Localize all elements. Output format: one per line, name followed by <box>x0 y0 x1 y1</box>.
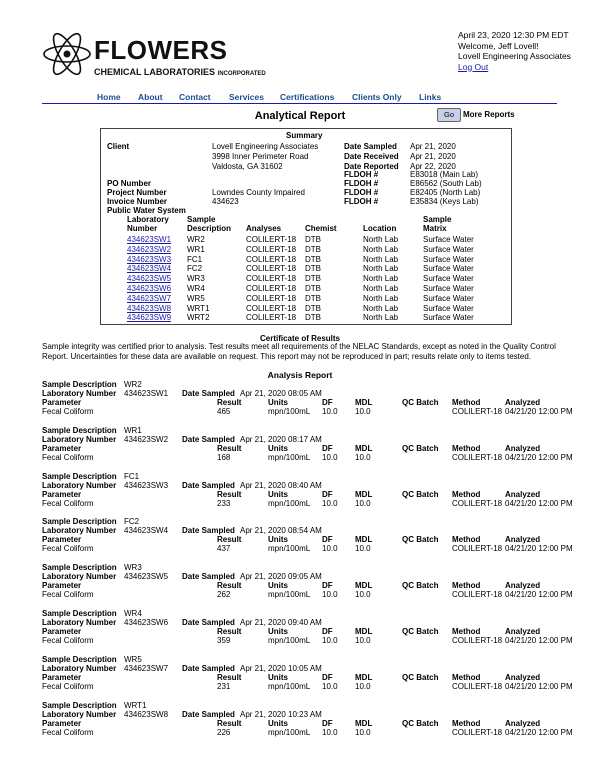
row-description: WRT1 <box>187 303 210 313</box>
row-lab-number-link[interactable]: 434623SW4 <box>127 264 172 274</box>
result-label: Result <box>217 581 242 591</box>
date-reported-label: Date Reported <box>344 162 399 171</box>
units-value: mpn/100mL <box>268 636 311 645</box>
method-label: Method <box>452 581 481 591</box>
company-logo <box>42 26 272 82</box>
nav-contact[interactable]: Contact <box>179 92 211 102</box>
units-label: Units <box>268 443 288 453</box>
parameter-value: Fecal Coliform <box>42 544 94 554</box>
lab-number-label: Laboratory Number <box>42 526 117 536</box>
row-analyses: COLILERT-18 <box>246 313 297 323</box>
pws-label: Public Water System <box>107 206 186 215</box>
row-location: North Lab <box>363 264 399 274</box>
fldoh-north: E82405 (North Lab) <box>410 188 481 197</box>
parameter-value: Fecal Coliform <box>42 727 94 737</box>
units-label: Units <box>268 581 288 591</box>
nav-links[interactable]: Links <box>419 92 442 102</box>
fldoh-main: E83018 (Main Lab) <box>410 170 479 179</box>
row-matrix: Surface Water <box>423 293 474 303</box>
lab-number-value: 434623SW1 <box>124 389 169 398</box>
mdl-label: MDL <box>355 718 373 728</box>
certificate-heading: Certificate of Results <box>259 334 341 343</box>
method-value: COLILERT-18 <box>452 407 503 416</box>
analysis-block <box>42 426 572 470</box>
df-label: DF <box>322 489 333 499</box>
sample-desc-value: WR3 <box>124 563 142 573</box>
parameter-label: Parameter <box>42 489 82 499</box>
df-label: DF <box>322 672 333 682</box>
row-location: North Lab <box>363 274 399 284</box>
units-label: Units <box>268 535 288 545</box>
mdl-value: 10.0 <box>355 727 371 737</box>
row-matrix: Surface Water <box>423 244 474 254</box>
col-lab-number-1: Laboratory <box>127 215 169 224</box>
row-description: FC1 <box>187 254 203 264</box>
client-label: Client <box>107 142 130 151</box>
units-value: mpn/100mL <box>268 681 311 691</box>
row-lab-number-link[interactable]: 434623SW3 <box>127 254 172 264</box>
mdl-value: 10.0 <box>355 636 371 645</box>
result-value: 465 <box>217 407 231 416</box>
row-analyses: COLILERT-18 <box>246 264 297 274</box>
qc-batch-label: QC Batch <box>402 443 439 453</box>
analyzed-value: 04/21/20 12:00 PM <box>505 452 573 462</box>
lab-number-value: 434623SW7 <box>124 663 169 673</box>
row-lab-number-link[interactable]: 434623SW5 <box>127 274 172 284</box>
parameter-label: Parameter <box>42 443 82 453</box>
result-value: 437 <box>217 544 231 554</box>
lab-number-value: 434623SW3 <box>124 480 169 490</box>
col-lab-number-2: Number <box>127 224 158 233</box>
sample-desc-label: Sample Description <box>42 609 117 618</box>
summary-box <box>100 128 512 325</box>
units-label: Units <box>268 672 288 682</box>
df-label: DF <box>322 443 333 453</box>
result-value: 359 <box>217 636 231 645</box>
df-value: 10.0 <box>322 544 338 554</box>
analyzed-value: 04/21/20 12:00 PM <box>505 544 573 554</box>
result-label: Result <box>217 627 242 636</box>
fldoh-label: FLDOH # <box>344 170 379 179</box>
sample-desc-label: Sample Description <box>42 654 117 664</box>
df-label: DF <box>322 718 333 728</box>
row-matrix: Surface Water <box>423 274 474 284</box>
date-sampled-value: Apr 21, 2020 08:40 AM <box>240 480 322 490</box>
method-value: COLILERT-18 <box>452 681 503 691</box>
lab-number-value: 434623SW6 <box>124 618 169 627</box>
row-lab-number-link[interactable]: 434623SW6 <box>127 284 172 293</box>
user-info <box>458 30 571 72</box>
welcome-text: Welcome, Jeff Lovell! <box>458 40 539 51</box>
parameter-label: Parameter <box>42 672 82 682</box>
units-label: Units <box>268 489 288 499</box>
sample-desc-value: WR1 <box>124 425 142 435</box>
df-value: 10.0 <box>322 452 338 462</box>
project-label: Project Number <box>107 188 167 197</box>
row-lab-number-link[interactable]: 434623SW1 <box>127 235 172 244</box>
analyzed-label: Analyzed <box>505 443 541 453</box>
parameter-value: Fecal Coliform <box>42 452 94 462</box>
result-label: Result <box>217 489 242 499</box>
mdl-value: 10.0 <box>355 681 371 691</box>
analyzed-label: Analyzed <box>505 627 541 636</box>
analyzed-value: 04/21/20 12:00 PM <box>505 407 573 416</box>
certificate-text: Sample integrity was certified prior to analysis. Test results meet all requirements of the NELAC Standards, except as noted in the Quality Control Report. Uncertainties for these data are available on request. This report may not be reproduced in part; results relate only to items tested. <box>42 342 556 361</box>
row-description: FC2 <box>187 264 203 274</box>
row-chemist: DTB <box>305 284 321 293</box>
date-sampled-value: Apr 21, 2020 10:05 AM <box>240 663 322 673</box>
row-location: North Lab <box>363 235 399 244</box>
units-label: Units <box>268 398 288 407</box>
mdl-label: MDL <box>355 398 373 407</box>
sample-desc-value: WRT1 <box>124 700 147 710</box>
sample-desc-value: WR2 <box>124 380 142 389</box>
date-sampled-label: Date Sampled <box>182 572 235 582</box>
row-analyses: COLILERT-18 <box>246 244 297 254</box>
analyzed-value: 04/21/20 12:00 PM <box>505 681 573 691</box>
df-value: 10.0 <box>322 590 338 600</box>
client-line-3: Valdosta, GA 31602 <box>212 162 283 171</box>
row-matrix: Surface Water <box>423 284 474 293</box>
lab-number-label: Laboratory Number <box>42 618 117 627</box>
units-value: mpn/100mL <box>268 407 311 416</box>
col-chemist: Chemist <box>305 224 337 233</box>
lab-number-value: 434623SW8 <box>124 709 169 719</box>
result-value: 168 <box>217 452 231 462</box>
df-value: 10.0 <box>322 498 338 508</box>
analysis-heading: Analysis Report <box>267 370 333 380</box>
parameter-value: Fecal Coliform <box>42 498 94 508</box>
row-location: North Lab <box>363 254 399 264</box>
sample-desc-value: WR4 <box>124 609 142 618</box>
parameter-label: Parameter <box>42 718 82 728</box>
sample-desc-label: Sample Description <box>42 425 117 435</box>
row-location: North Lab <box>363 303 399 313</box>
row-matrix: Surface Water <box>423 264 474 274</box>
row-chemist: DTB <box>305 264 321 274</box>
analyzed-label: Analyzed <box>505 718 541 728</box>
row-lab-number-link[interactable]: 434623SW9 <box>127 313 172 323</box>
row-analyses: COLILERT-18 <box>246 293 297 303</box>
df-value: 10.0 <box>322 727 338 737</box>
analyzed-label: Analyzed <box>505 398 541 407</box>
method-value: COLILERT-18 <box>452 498 503 508</box>
lab-number-label: Laboratory Number <box>42 389 117 398</box>
sample-desc-value: FC1 <box>124 471 140 481</box>
sample-desc-label: Sample Description <box>42 517 117 527</box>
method-label: Method <box>452 535 481 545</box>
qc-batch-label: QC Batch <box>402 672 439 682</box>
row-matrix: Surface Water <box>423 254 474 264</box>
mdl-label: MDL <box>355 489 373 499</box>
project-value: Lowndes County Impaired <box>212 188 305 197</box>
method-label: Method <box>452 627 481 636</box>
analyzed-value: 04/21/20 12:00 PM <box>505 636 573 645</box>
nav-clients-only[interactable]: Clients Only <box>352 92 402 102</box>
lab-number-label: Laboratory Number <box>42 434 117 444</box>
method-label: Method <box>452 398 481 407</box>
units-value: mpn/100mL <box>268 590 311 600</box>
row-analyses: COLILERT-18 <box>246 274 297 284</box>
analyzed-label: Analyzed <box>505 581 541 591</box>
lab-number-value: 434623SW5 <box>124 572 169 582</box>
datetime: April 23, 2020 12:30 PM EDT <box>458 30 569 40</box>
analyzed-label: Analyzed <box>505 535 541 545</box>
analyzed-value: 04/21/20 12:00 PM <box>505 727 573 737</box>
date-sampled-label: Date Sampled <box>344 142 397 151</box>
method-label: Method <box>452 443 481 453</box>
row-lab-number-link[interactable]: 434623SW8 <box>127 303 172 313</box>
row-description: WR5 <box>187 293 205 303</box>
lab-number-value: 434623SW4 <box>124 526 169 536</box>
parameter-label: Parameter <box>42 627 82 636</box>
qc-batch-label: QC Batch <box>402 581 439 591</box>
mdl-value: 10.0 <box>355 544 371 554</box>
row-chemist: DTB <box>305 235 321 244</box>
qc-batch-label: QC Batch <box>402 489 439 499</box>
date-sampled-value: Apr 21, 2020 08:05 AM <box>240 389 322 398</box>
row-chemist: DTB <box>305 303 321 313</box>
row-description: WR2 <box>187 235 205 244</box>
go-button[interactable]: Go <box>437 108 461 122</box>
analysis-block <box>42 655 572 699</box>
date-sampled-label: Date Sampled <box>182 709 235 719</box>
fldoh-label: FLDOH # <box>344 179 379 188</box>
method-value: COLILERT-18 <box>452 636 503 645</box>
result-label: Result <box>217 398 242 407</box>
lab-number-label: Laboratory Number <box>42 572 117 582</box>
units-value: mpn/100mL <box>268 727 311 737</box>
date-sampled-value: Apr 21, 2020 09:40 AM <box>240 618 322 627</box>
analyzed-label: Analyzed <box>505 489 541 499</box>
nav-bar <box>42 92 557 104</box>
date-sampled-value: Apr 21, 2020 08:54 AM <box>240 526 322 536</box>
fldoh-label: FLDOH # <box>344 188 379 197</box>
parameter-label: Parameter <box>42 398 82 407</box>
date-sampled-value: Apr 21, 2020 09:05 AM <box>240 572 322 582</box>
date-received-value: Apr 21, 2020 <box>410 152 456 161</box>
method-label: Method <box>452 672 481 682</box>
parameter-value: Fecal Coliform <box>42 590 94 600</box>
row-analyses: COLILERT-18 <box>246 235 297 244</box>
units-value: mpn/100mL <box>268 498 311 508</box>
row-matrix: Surface Water <box>423 313 474 323</box>
result-label: Result <box>217 443 242 453</box>
analysis-block <box>42 701 572 745</box>
sample-desc-value: WR5 <box>124 654 142 664</box>
row-analyses: COLILERT-18 <box>246 284 297 293</box>
units-value: mpn/100mL <box>268 544 311 554</box>
sample-desc-label: Sample Description <box>42 471 117 481</box>
mdl-value: 10.0 <box>355 452 371 462</box>
date-received-label: Date Received <box>344 152 399 161</box>
analysis-block <box>42 517 572 561</box>
page-title: Analytical Report <box>254 110 346 122</box>
lab-number-label: Laboratory Number <box>42 480 117 490</box>
fldoh-keys: E35834 (Keys Lab) <box>410 197 479 206</box>
row-location: North Lab <box>363 293 399 303</box>
fldoh-south: E86562 (South Lab) <box>410 179 482 188</box>
parameter-label: Parameter <box>42 535 82 545</box>
units-label: Units <box>268 627 288 636</box>
sample-desc-label: Sample Description <box>42 380 117 389</box>
row-description: WR1 <box>187 244 205 254</box>
lab-number-value: 434623SW2 <box>124 434 169 444</box>
lab-number-label: Laboratory Number <box>42 663 117 673</box>
analyzed-label: Analyzed <box>505 672 541 682</box>
analyzed-value: 04/21/20 12:00 PM <box>505 590 573 600</box>
df-label: DF <box>322 535 333 545</box>
company-name: Lovell Engineering Associates <box>458 51 571 61</box>
method-value: COLILERT-18 <box>452 452 503 462</box>
row-chemist: DTB <box>305 254 321 264</box>
mdl-value: 10.0 <box>355 590 371 600</box>
method-value: COLILERT-18 <box>452 544 503 554</box>
df-label: DF <box>322 581 333 591</box>
logo-subtitle-small: INCORPORATED <box>217 71 266 77</box>
date-sampled-label: Date Sampled <box>182 618 235 627</box>
result-label: Result <box>217 718 242 728</box>
row-chemist: DTB <box>305 274 321 284</box>
method-label: Method <box>452 718 481 728</box>
result-label: Result <box>217 535 242 545</box>
units-label: Units <box>268 718 288 728</box>
qc-batch-label: QC Batch <box>402 718 439 728</box>
row-description: WRT2 <box>187 313 210 323</box>
col-desc-2: Description <box>187 224 232 233</box>
more-reports-label: More Reports <box>463 110 515 119</box>
method-value: COLILERT-18 <box>452 590 503 600</box>
row-matrix: Surface Water <box>423 303 474 313</box>
df-label: DF <box>322 398 333 407</box>
units-value: mpn/100mL <box>268 452 311 462</box>
date-sampled-label: Date Sampled <box>182 434 235 444</box>
po-label: PO Number <box>107 179 152 188</box>
analysis-block <box>42 380 572 424</box>
analysis-block <box>42 472 572 516</box>
logo-subtitle <box>94 67 266 77</box>
row-analyses: COLILERT-18 <box>246 254 297 264</box>
row-location: North Lab <box>363 284 399 293</box>
date-sampled-value: Apr 21, 2020 <box>410 142 456 151</box>
sample-desc-value: FC2 <box>124 517 140 527</box>
result-value: 231 <box>217 681 231 691</box>
qc-batch-label: QC Batch <box>402 398 439 407</box>
row-description: WR3 <box>187 274 205 284</box>
parameter-value: Fecal Coliform <box>42 407 94 416</box>
summary-heading: Summary <box>286 131 323 140</box>
row-matrix: Surface Water <box>423 235 474 244</box>
mdl-value: 10.0 <box>355 498 371 508</box>
nav-home[interactable]: Home <box>97 92 121 102</box>
mdl-label: MDL <box>355 535 373 545</box>
col-matrix-1: Sample <box>423 215 452 224</box>
qc-batch-label: QC Batch <box>402 627 439 636</box>
row-analyses: COLILERT-18 <box>246 303 297 313</box>
logout-link[interactable]: Log Out <box>458 61 489 72</box>
result-label: Result <box>217 672 242 682</box>
analysis-block <box>42 609 572 653</box>
date-sampled-label: Date Sampled <box>182 389 235 398</box>
date-sampled-value: Apr 21, 2020 10:23 AM <box>240 709 322 719</box>
row-chemist: DTB <box>305 244 321 254</box>
date-sampled-label: Date Sampled <box>182 663 235 673</box>
nav-services[interactable]: Services <box>229 92 264 102</box>
atom-logo-icon <box>42 26 92 82</box>
qc-batch-label: QC Batch <box>402 535 439 545</box>
col-location: Location <box>363 224 397 233</box>
row-description: WR4 <box>187 284 205 293</box>
df-value: 10.0 <box>322 636 338 645</box>
analyzed-value: 04/21/20 12:00 PM <box>505 498 573 508</box>
logo-subtitle-main: CHEMICAL LABORATORIES <box>94 67 216 77</box>
col-matrix-2: Matrix <box>423 224 447 233</box>
row-location: North Lab <box>363 244 399 254</box>
row-lab-number-link[interactable]: 434623SW7 <box>127 293 172 303</box>
date-reported-value: Apr 22, 2020 <box>410 162 456 171</box>
parameter-value: Fecal Coliform <box>42 636 94 645</box>
nav-certifications[interactable]: Certifications <box>280 92 335 102</box>
mdl-label: MDL <box>355 672 373 682</box>
nav-about[interactable]: About <box>138 92 163 102</box>
col-analyses: Analyses <box>246 224 282 233</box>
invoice-label: Invoice Number <box>107 197 168 206</box>
client-line-1: Lovell Engineering Associates <box>212 142 319 151</box>
analysis-block <box>42 563 572 607</box>
mdl-value: 10.0 <box>355 407 371 416</box>
mdl-label: MDL <box>355 443 373 453</box>
sample-desc-label: Sample Description <box>42 700 117 710</box>
logo-title: FLOWERS <box>94 35 228 65</box>
df-value: 10.0 <box>322 681 338 691</box>
df-value: 10.0 <box>322 407 338 416</box>
method-value: COLILERT-18 <box>452 727 503 737</box>
row-chemist: DTB <box>305 293 321 303</box>
lab-number-label: Laboratory Number <box>42 709 117 719</box>
sample-desc-label: Sample Description <box>42 563 117 573</box>
method-label: Method <box>452 489 481 499</box>
mdl-label: MDL <box>355 627 373 636</box>
result-value: 262 <box>217 590 231 600</box>
date-sampled-label: Date Sampled <box>182 526 235 536</box>
row-chemist: DTB <box>305 313 321 323</box>
col-desc-1: Sample <box>187 215 216 224</box>
row-lab-number-link[interactable]: 434623SW2 <box>127 244 172 254</box>
mdl-label: MDL <box>355 581 373 591</box>
fldoh-label: FLDOH # <box>344 197 379 206</box>
client-line-2: 3998 Inner Perimeter Road <box>212 152 309 161</box>
result-value: 233 <box>217 498 231 508</box>
invoice-value: 434623 <box>212 197 239 206</box>
row-location: North Lab <box>363 313 399 323</box>
date-sampled-label: Date Sampled <box>182 480 235 490</box>
parameter-value: Fecal Coliform <box>42 681 94 691</box>
parameter-label: Parameter <box>42 581 82 591</box>
df-label: DF <box>322 627 333 636</box>
result-value: 226 <box>217 727 231 737</box>
date-sampled-value: Apr 21, 2020 08:17 AM <box>240 434 322 444</box>
